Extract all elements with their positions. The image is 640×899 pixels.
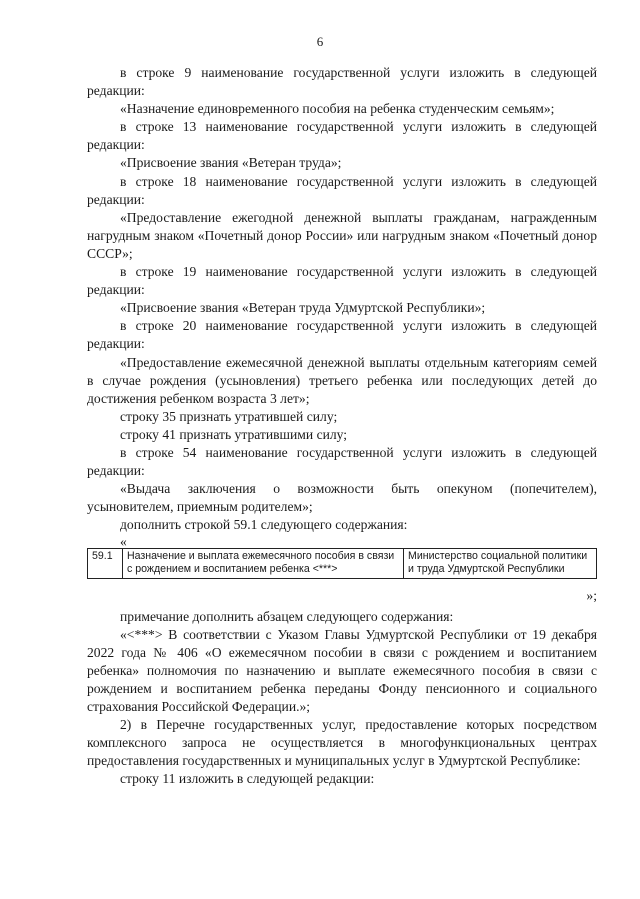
service-name-cell: Назначение и выплата ежемесячного пособия в связи с рождением и воспитанием ребенка <***> xyxy=(123,549,404,579)
paragraph: дополнить строкой 59.1 следующего содержания: xyxy=(120,517,408,533)
paragraph: «Предоставление ежемесячной денежной выплаты отдельным категориям семей в случае рождения (усыновления) третьего ребенка или последующих детей до достижения ребенком возраста 3 лет»; xyxy=(87,354,597,406)
paragraph: в строке 9 наименование государственной услуги изложить в следующей редакции: xyxy=(87,65,597,99)
quote-close-mark: »; xyxy=(586,588,597,604)
paragraph: «Присвоение звания «Ветеран труда»; xyxy=(120,155,342,171)
paragraph: в строке 18 наименование государственной услуги изложить в следующей редакции: xyxy=(87,173,597,207)
paragraph: строку 41 признать утратившими силу; xyxy=(120,426,348,442)
paragraph: в строке 19 наименование государственной услуги изложить в следующей редакции: xyxy=(87,264,597,298)
paragraph: в строке 20 наименование государственной услуги изложить в следующей редакции: xyxy=(87,318,597,352)
row-number-cell: 59.1 xyxy=(88,549,123,579)
paragraph: в строке 13 наименование государственной услуги изложить в следующей редакции: xyxy=(87,119,597,153)
paragraph: строку 11 изложить в следующей редакции: xyxy=(120,771,375,787)
paragraph: «Присвоение звания «Ветеран труда Удмуртской Республики»; xyxy=(120,300,486,316)
page-number: 6 xyxy=(316,34,324,49)
document-body xyxy=(87,64,597,788)
paragraph: 2) в Перечне государственных услуг, предоставление которых посредством комплексного запроса не осуществляется в многофункциональных центрах предоставления государственных и муниципальных услуг в Удмуртской Республике: xyxy=(87,717,597,769)
paragraph: примечание дополнить абзацем следующего содержания: xyxy=(120,608,454,624)
inserted-table xyxy=(87,548,597,579)
ministry-cell: Министерство социальной политики и труда Удмуртской Республики xyxy=(404,549,597,579)
quote-open-mark: « xyxy=(120,534,127,550)
table-row xyxy=(88,549,597,579)
paragraph: «<***> В соответствии с Указом Главы Удмуртской Республики от 19 декабря 2022 года № 406 «О ежемесячном пособии в связи с рождением и воспитанием ребенка» полномочия по назначению и выплате ежемесячного пособия в связи с рождением и воспитанием ребенка переданы Фонду пенсионного и социального страхования Российской Федерации.»; xyxy=(87,626,597,714)
paragraph: «Назначение единовременного пособия на ребенка студенческим семьям»; xyxy=(120,101,555,117)
paragraph: «Выдача заключения о возможности быть опекуном (попечителем), усыновителем, приемным родителем»; xyxy=(87,481,597,515)
paragraph: строку 35 признать утратившей силу; xyxy=(120,408,338,424)
paragraph: «Предоставление ежегодной денежной выплаты гражданам, награжденным нагрудным знаком «Почетный донор России» или нагрудным знаком «Почетный донор СССР»; xyxy=(87,209,597,261)
paragraph: в строке 54 наименование государственной услуги изложить в следующей редакции: xyxy=(87,444,597,479)
